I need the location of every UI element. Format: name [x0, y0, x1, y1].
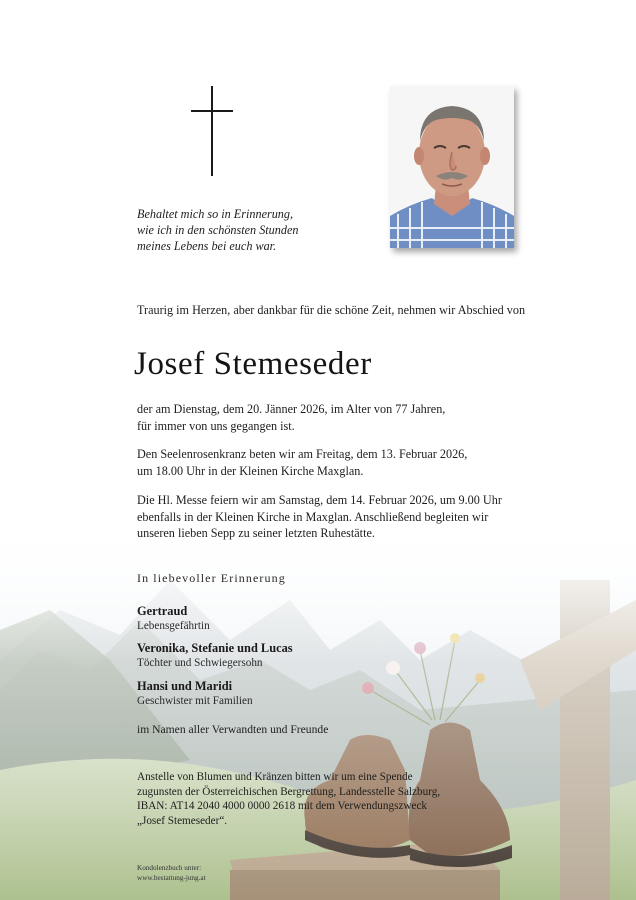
- verse-line: meines Lebens bei euch war.: [137, 239, 277, 253]
- mourner-relation: Lebensgefährtin: [137, 620, 210, 632]
- mass-paragraph: [137, 492, 502, 542]
- paragraph-line: Die Hl. Messe feiern wir am Samstag, dem 14. Februar 2026, um 9.00 Uhr: [137, 493, 502, 507]
- paragraph-line: unseren lieben Sepp zu seiner letzten Ruhestätte.: [137, 526, 375, 540]
- donation-line: „Josef Stemeseder“.: [137, 814, 228, 827]
- paragraph-line: für immer von uns gegangen ist.: [137, 418, 295, 433]
- paragraph-line: um 18.00 Uhr in der Kleinen Kirche Maxglan.: [137, 463, 364, 478]
- condolence-label: Kondolenzbuch unter:: [137, 864, 202, 872]
- portrait-photo: [390, 86, 514, 248]
- intro-text: Traurig im Herzen, aber dankbar für die schöne Zeit, nehmen wir Abschied von: [137, 303, 526, 317]
- death-paragraph: [137, 401, 445, 434]
- donation-line: IBAN: AT14 2040 4000 0000 2618 mit dem Verwendungszweck: [137, 800, 428, 812]
- paragraph-line: ebenfalls in der Kleinen Kirche in Maxglan. Anschließend begleiten wir: [137, 509, 489, 524]
- verse-line: Behaltet mich so in Erinnerung,: [137, 207, 294, 221]
- memory-title: In liebevoller Erinnerung: [137, 571, 286, 585]
- donation-line: zugunsten der Österreichischen Bergrettung, Landesstelle Salzburg,: [137, 785, 441, 798]
- paragraph-line: Den Seelenrosenkranz beten wir am Freitag, dem 13. Februar 2026,: [137, 447, 468, 461]
- relatives-line: im Namen aller Verwandten und Freunde: [137, 723, 329, 736]
- mourner-name: Gertraud: [137, 604, 188, 618]
- paragraph-line: der am Dienstag, dem 20. Jänner 2026, im Alter von 77 Jahren,: [137, 402, 446, 416]
- memorial-verse: [137, 206, 298, 254]
- condolence-url[interactable]: www.bestattung-jung.at: [137, 873, 206, 882]
- donation-line: Anstelle von Blumen und Kränzen bitten wir um eine Spende: [137, 771, 413, 783]
- mourner-name: Hansi und Maridi: [137, 679, 233, 693]
- deceased-name: Josef Stemeseder: [134, 346, 372, 382]
- mourner-relation: Geschwister mit Familien: [137, 695, 253, 707]
- verse-line: wie ich in den schönsten Stunden: [137, 223, 299, 237]
- condolence-book: [137, 864, 206, 883]
- mourner-entry: [137, 603, 210, 633]
- mourner-relation: Töchter und Schwiegersohn: [137, 657, 263, 669]
- rosary-paragraph: [137, 446, 467, 479]
- donation-notice: [137, 770, 440, 828]
- mourner-entry: [137, 640, 293, 670]
- mourner-name: Veronika, Stefanie und Lucas: [137, 641, 293, 655]
- background-mountain-scene: [0, 540, 636, 900]
- mourner-entry: [137, 678, 253, 708]
- cross-icon: [191, 86, 233, 176]
